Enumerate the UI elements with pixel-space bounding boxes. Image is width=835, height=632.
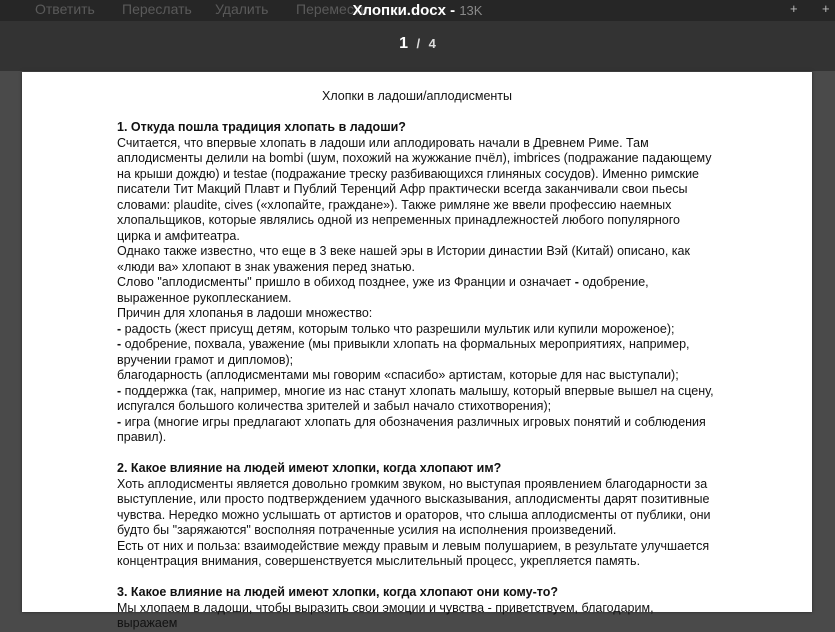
top-toolbar [0, 0, 835, 21]
reason-item [117, 384, 717, 415]
page-separator: / [416, 36, 421, 51]
section-2-heading: 2. Какое влияние на людей имеют хлопки, когда хлопают им? [117, 461, 502, 475]
section-2-paragraph-1: Хоть аплодисменты является довольно громким звуком, но выступая проявлением благодарности за выступление, или просто подтверждением удачного высказывания, аплодисменты дарят позитивные чувства. Нередко можно услышать от артистов и ораторов, что слыша аплодисменты от публики, они будто бы "заряжаются" восполняя потраченные усилия на исполнения произведений. [117, 476, 711, 537]
reasons-intro: Причин для хлопанья в ладоши множество: [117, 306, 373, 320]
bold-dash: - [574, 275, 579, 289]
page-counter [0, 35, 835, 53]
title-dash: - [450, 2, 460, 19]
reason-text: одобрение, похвала, уважение (мы привыкли хлопать на формальных мероприятиях, например, вручении грамот и дипломов); [117, 337, 690, 367]
text-run: Слово "аплодисменты" пришло в обиход позднее, уже из Франции и означает [117, 275, 575, 289]
forward-button[interactable]: Переслать [122, 1, 192, 17]
delete-button[interactable]: Удалить [215, 1, 269, 17]
paragraph-gap [117, 570, 717, 586]
filename: Хлопки.docx [352, 2, 446, 19]
reason-text: поддержка (так, например, многие из нас станут хлопать малышу, который впервые вышел на сцену, испугался большого количества зрителей и забыл начало стихотворения); [117, 383, 714, 413]
document-body [117, 120, 717, 632]
plus-icon-left[interactable]: + [790, 1, 798, 16]
move-button[interactable]: Перемести [296, 1, 369, 17]
paragraph-gap [117, 446, 717, 462]
section-2-paragraph-2: Есть от них и польза: взаимодействие между правым и левым полушарием, в результате улучшается концентрация внимания, совершенствуется мыслительный процесс, укрепляется память. [117, 538, 710, 568]
current-page: 1 [399, 35, 409, 52]
reason-item [117, 415, 717, 446]
bold-dash: - [117, 383, 122, 398]
bold-dash: - [117, 337, 122, 351]
reason-text: благодарность (аплодисментами мы говорим «спасибо» артистам, которые для нас выступали); [117, 368, 679, 382]
document-page [22, 72, 812, 630]
section-1-paragraph-3 [117, 275, 717, 306]
section-1-paragraph-2: Однако также известно, что еще в 3 веке нашей эры в Истории династии Вэй (Китай) описано, как «люди ва» хлопают в знак уважения перед знатью. [117, 244, 690, 274]
reason-text: игра (многие игры предлагают хлопать для обозначения различных игровых понятий и соблюдения правил). [117, 414, 706, 444]
document-title-bar [0, 0, 835, 21]
section-1-paragraph-1: Считается, что впервые хлопать в ладоши или аплодировать начали в Древнем Риме. Там аплодисменты делили на bombi (шум, похожий на жужжание пчёл), imbrices (подражание падающему на крыши дождю) и testae (подражание треску разбивающихся глиняных сосудов). Именно римские писатели Тит Макций Плавт и Публий Теренций Афр практически всегда заканчивали свои пьесы словами: plaudite, cives («хлопайте, граждане»). Также римляне же ввели профессию наемных хлопальщиков, которые являлись одной из непременных принадлежностей любого популярного цирка и амфитеатра. [117, 135, 712, 243]
total-pages: 4 [428, 36, 436, 51]
file-size: 13K [459, 3, 483, 18]
plus-icon-right[interactable]: + [822, 1, 830, 16]
bold-dash: - [117, 414, 122, 429]
document-heading: Хлопки в ладоши/аплодисменты [321, 89, 513, 103]
reason-text: радость (жест присущ детям, которым только что разрешили мультик или купили мороженое); [121, 321, 675, 336]
reason-item [117, 322, 717, 338]
section-3-heading: 3. Какое влияние на людей имеют хлопки, когда хлопают они кому-то? [117, 585, 558, 599]
bold-dash: - [117, 321, 122, 336]
section-1-heading: 1. Откуда пошла традиция хлопать в ладоши? [117, 120, 406, 134]
reply-button[interactable]: Ответить [35, 1, 95, 17]
reason-item [117, 368, 717, 384]
reason-item [117, 337, 717, 368]
text-run: одобрение, выраженное рукоплесканием. [117, 275, 649, 305]
section-3-paragraph-1: Мы хлопаем в ладоши, чтобы выразить свои эмоции и чувства - приветствуем, благодарим, выражаем [117, 600, 654, 630]
page-indicator-bar [0, 21, 835, 71]
